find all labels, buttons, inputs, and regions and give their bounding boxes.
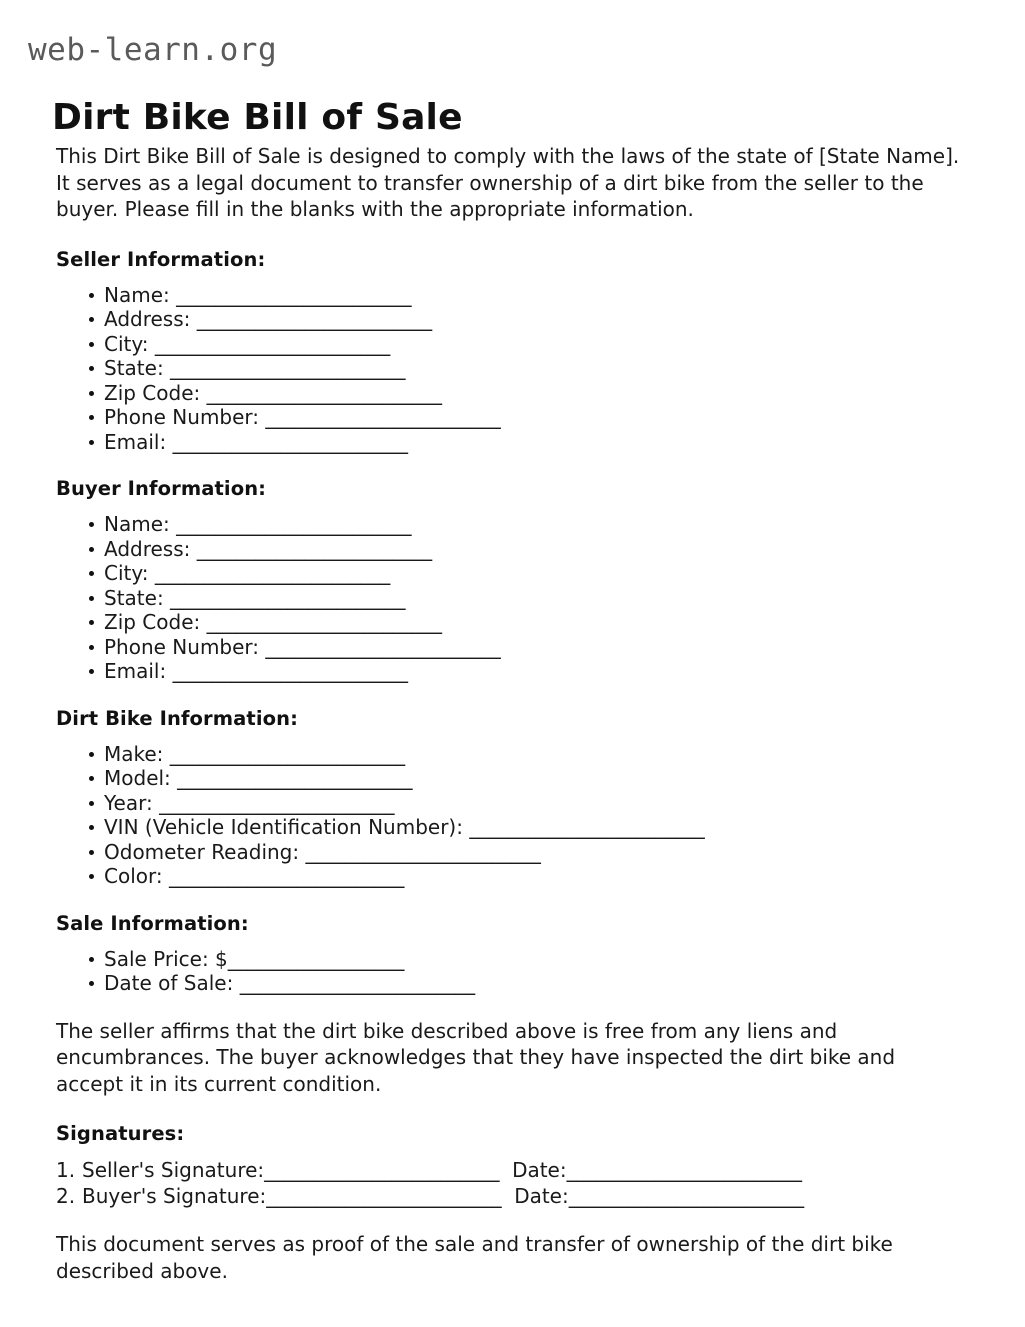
intro-paragraph: This Dirt Bike Bill of Sale is designed to comply with the laws of the state of [State Name]. It serves as a legal document to transfer ownership of a dirt bike from the seller to the buyer. Please fill in the blanks with the appropriate information. [56, 144, 960, 221]
signature-blank[interactable]: ________________________ [264, 1158, 500, 1182]
date-label: Date: [514, 1184, 569, 1208]
date-label: Date: [512, 1158, 567, 1182]
field-blank[interactable]: ________________________ [176, 512, 412, 536]
buyer-information-heading: Buyer Information: [56, 477, 267, 500]
list-item [104, 381, 968, 406]
field-label: Year: [104, 790, 160, 815]
field-blank[interactable]: ________________________ [154, 561, 391, 585]
list-item [104, 635, 968, 660]
field-blank[interactable]: ________________________ [159, 790, 395, 815]
field-label: Date of Sale: [104, 971, 240, 995]
field-blank[interactable]: __________________ [227, 946, 405, 971]
field-blank[interactable]: ________________________ [196, 536, 432, 561]
field-blank[interactable]: ________________________ [168, 864, 405, 888]
list-item [104, 610, 968, 635]
field-blank[interactable]: ________________________ [239, 971, 475, 995]
field-label: Address: [104, 536, 197, 561]
list-item [104, 815, 968, 840]
field-label: State: [104, 356, 171, 380]
field-label: Odometer Reading: [104, 839, 306, 864]
field-blank[interactable]: ________________________ [170, 585, 406, 610]
field-blank[interactable]: ________________________ [154, 331, 391, 356]
list-item [104, 947, 968, 972]
date-blank[interactable]: ________________________ [566, 1158, 802, 1182]
list-item [104, 586, 968, 611]
signature-label: Seller's Signature: [82, 1158, 265, 1182]
list-item [104, 864, 968, 889]
date-blank[interactable]: ________________________ [568, 1184, 804, 1208]
list-item [104, 840, 968, 865]
list-item [104, 512, 968, 537]
field-label: Sale Price: $ [104, 946, 228, 971]
list-item [104, 307, 968, 332]
field-label: Name: [104, 512, 177, 536]
dirt-bike-information-heading: Dirt Bike Information: [56, 706, 298, 730]
field-label: Color: [104, 864, 169, 888]
field-label: Zip Code: [104, 610, 207, 634]
field-label: City: [104, 561, 155, 585]
list-item [104, 283, 968, 308]
field-label: Name: [104, 282, 177, 307]
site-watermark: web-learn.org [28, 32, 278, 68]
document-body [56, 143, 968, 1284]
dirt-bike-field-list [56, 742, 968, 889]
field-label: VIN (Vehicle Identification Number): [104, 815, 470, 839]
list-item [104, 659, 968, 684]
sale-field-list [56, 947, 968, 996]
list-item [104, 766, 968, 791]
buyer-field-list [56, 512, 968, 684]
signatures-heading: Signatures: [56, 1122, 185, 1145]
table-row [82, 1157, 968, 1183]
field-label: State: [104, 585, 171, 610]
field-blank[interactable]: ________________________ [172, 659, 408, 683]
field-label: Email: [104, 659, 173, 683]
sale-information-heading: Sale Information: [56, 911, 249, 935]
field-label: Model: [104, 766, 178, 790]
field-label: Zip Code: [104, 380, 207, 405]
field-blank[interactable]: ________________________ [176, 282, 412, 307]
affirmation-paragraph: The seller affirms that the dirt bike described above is free from any liens and encumbrances. The buyer acknowledges that they have inspected the dirt bike and accept it in its current condition. [56, 1018, 896, 1096]
field-label: Email: [104, 429, 173, 454]
field-blank[interactable]: ________________________ [177, 766, 413, 790]
field-label: City: [104, 331, 155, 356]
field-label: Phone Number: [104, 634, 266, 659]
list-item [104, 430, 968, 455]
field-label: Phone Number: [104, 405, 266, 429]
field-label: Make: [104, 741, 170, 766]
list-item [104, 356, 968, 381]
list-item [104, 742, 968, 767]
field-blank[interactable]: ________________________ [206, 610, 442, 634]
list-item [104, 332, 968, 357]
signature-list [56, 1157, 968, 1209]
field-blank[interactable]: ________________________ [206, 380, 442, 405]
field-blank[interactable]: ________________________ [305, 839, 541, 864]
field-blank[interactable]: ________________________ [169, 741, 405, 766]
page-title: Dirt Bike Bill of Sale [52, 97, 463, 139]
list-item [104, 971, 968, 996]
list-item [104, 561, 968, 586]
list-item [104, 405, 968, 430]
closing-paragraph: This document serves as proof of the sale and transfer of ownership of the dirt bike described above. [56, 1232, 893, 1283]
table-row [82, 1183, 968, 1209]
field-blank[interactable]: ________________________ [196, 307, 432, 331]
list-item [104, 537, 968, 562]
seller-field-list [56, 283, 968, 455]
field-label: Address: [104, 307, 197, 331]
signature-blank[interactable]: ________________________ [266, 1184, 502, 1208]
field-blank[interactable]: ________________________ [170, 356, 406, 380]
field-blank[interactable]: ________________________ [265, 405, 501, 429]
field-blank[interactable]: ________________________ [265, 634, 501, 659]
signature-label: Buyer's Signature: [82, 1184, 267, 1208]
field-blank[interactable]: ________________________ [469, 815, 705, 839]
list-item [104, 791, 968, 816]
seller-information-heading: Seller Information: [56, 247, 266, 271]
field-blank[interactable]: ________________________ [172, 429, 408, 454]
